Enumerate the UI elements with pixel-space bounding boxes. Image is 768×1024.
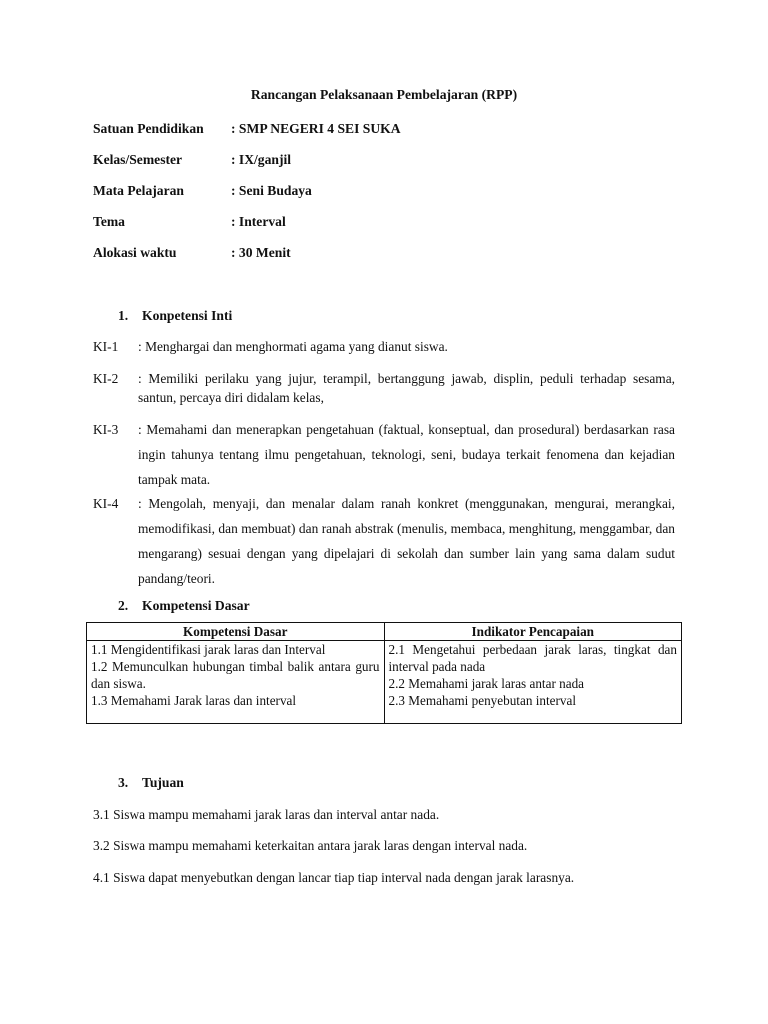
- meta-value: : Interval: [231, 214, 286, 229]
- indikator-item: 2.1 Mengetahui perbedaan jarak laras, tingkat dan interval pada nada: [388, 642, 677, 674]
- ki-code: KI-2: [93, 371, 119, 386]
- meta-value: : IX/ganjil: [231, 152, 292, 167]
- indikator-item: 2.3 Memahami penyebutan interval: [388, 693, 576, 708]
- meta-value: : Seni Budaya: [231, 183, 312, 198]
- section-heading-tujuan: [118, 775, 184, 791]
- document-title: Rancangan Pelaksanaan Pembelajaran (RPP): [250, 87, 518, 102]
- meta-row-satuan: [93, 121, 401, 137]
- meta-label: Alokasi waktu: [93, 245, 177, 260]
- meta-label: Kelas/Semester: [93, 152, 183, 167]
- meta-row-tema: [93, 214, 286, 230]
- ki-text: : Memahami dan menerapkan pengetahuan (faktual, konseptual, dan prosedural) berdasarkan rasa ingin tahunya tentang ilmu pengetahuan, teknologi, seni, budaya terkait fenomena dan kejadian tampak mata.: [138, 422, 675, 487]
- section-heading-kompetensi-inti: [118, 308, 232, 324]
- ki-text: : Memiliki perilaku yang jujur, terampil, bertanggung jawab, displin, peduli terhadap sesama, santun, percaya diri didalam kelas,: [138, 371, 675, 405]
- meta-label: Satuan Pendidikan: [93, 121, 204, 136]
- indikator-item: 2.2 Memahami jarak laras antar nada: [388, 676, 585, 691]
- section-title: Tujuan: [142, 775, 184, 790]
- kd-item: 1.2 Memunculkan hubungan timbal balik antara guru dan siswa.: [91, 659, 380, 691]
- ki-item-2: [93, 369, 675, 407]
- kompetensi-dasar-table: [86, 622, 682, 724]
- section-number: 3.: [118, 775, 129, 790]
- ki-text: : Mengolah, menyaji, dan menalar dalam ranah konkret (menggunakan, mengurai, merangkai, memodifikasi, dan membuat) dan ranah abstrak (menulis, membaca, menghitung, menggambar, dan mengarang) sesuai dengan yang dipelajari di sekolah dan sumber lain yang sama dalam sudut pandang/teori.: [138, 496, 675, 586]
- meta-row-kelas: [93, 152, 291, 168]
- kd-item: 1.3 Memahami Jarak laras dan interval: [91, 693, 297, 708]
- table-cell-kompetensi: [87, 641, 385, 724]
- table-row: [87, 641, 682, 724]
- meta-label: Tema: [93, 214, 125, 229]
- goal-item: 3.1 Siswa mampu memahami jarak laras dan interval antar nada.: [93, 807, 440, 822]
- ki-code: KI-1: [93, 339, 119, 354]
- goal-item: 3.2 Siswa mampu memahami keterkaitan antara jarak laras dengan interval nada.: [93, 838, 528, 853]
- section-number: 1.: [118, 308, 129, 323]
- meta-row-mapel: [93, 183, 312, 199]
- section-heading-kompetensi-dasar: [118, 598, 250, 614]
- section-title: Kompetensi Dasar: [142, 598, 250, 613]
- ki-item-3: [93, 417, 675, 492]
- ki-item-1: [93, 334, 675, 359]
- table-cell-indikator: [384, 641, 682, 724]
- ki-code: KI-4: [93, 496, 119, 511]
- section-number: 2.: [118, 598, 129, 613]
- ki-item-4: [93, 491, 675, 591]
- table-header-row: [87, 623, 682, 641]
- goal-item: 4.1 Siswa dapat menyebutkan dengan lancar tiap tiap interval nada dengan jarak larasnya.: [93, 870, 575, 885]
- table-header-kompetensi: Kompetensi Dasar: [87, 623, 385, 641]
- meta-row-alokasi: [93, 245, 291, 261]
- table-header-indikator: Indikator Pencapaian: [384, 623, 682, 641]
- meta-value: : SMP NEGERI 4 SEI SUKA: [231, 121, 401, 136]
- meta-value: : 30 Menit: [231, 245, 291, 260]
- kd-item: 1.1 Mengidentifikasi jarak laras dan Interval: [91, 642, 326, 657]
- ki-code: KI-3: [93, 422, 119, 437]
- meta-label: Mata Pelajaran: [93, 183, 184, 198]
- section-title: Konpetensi Inti: [142, 308, 233, 323]
- ki-text: : Menghargai dan menghormati agama yang dianut siswa.: [138, 339, 448, 354]
